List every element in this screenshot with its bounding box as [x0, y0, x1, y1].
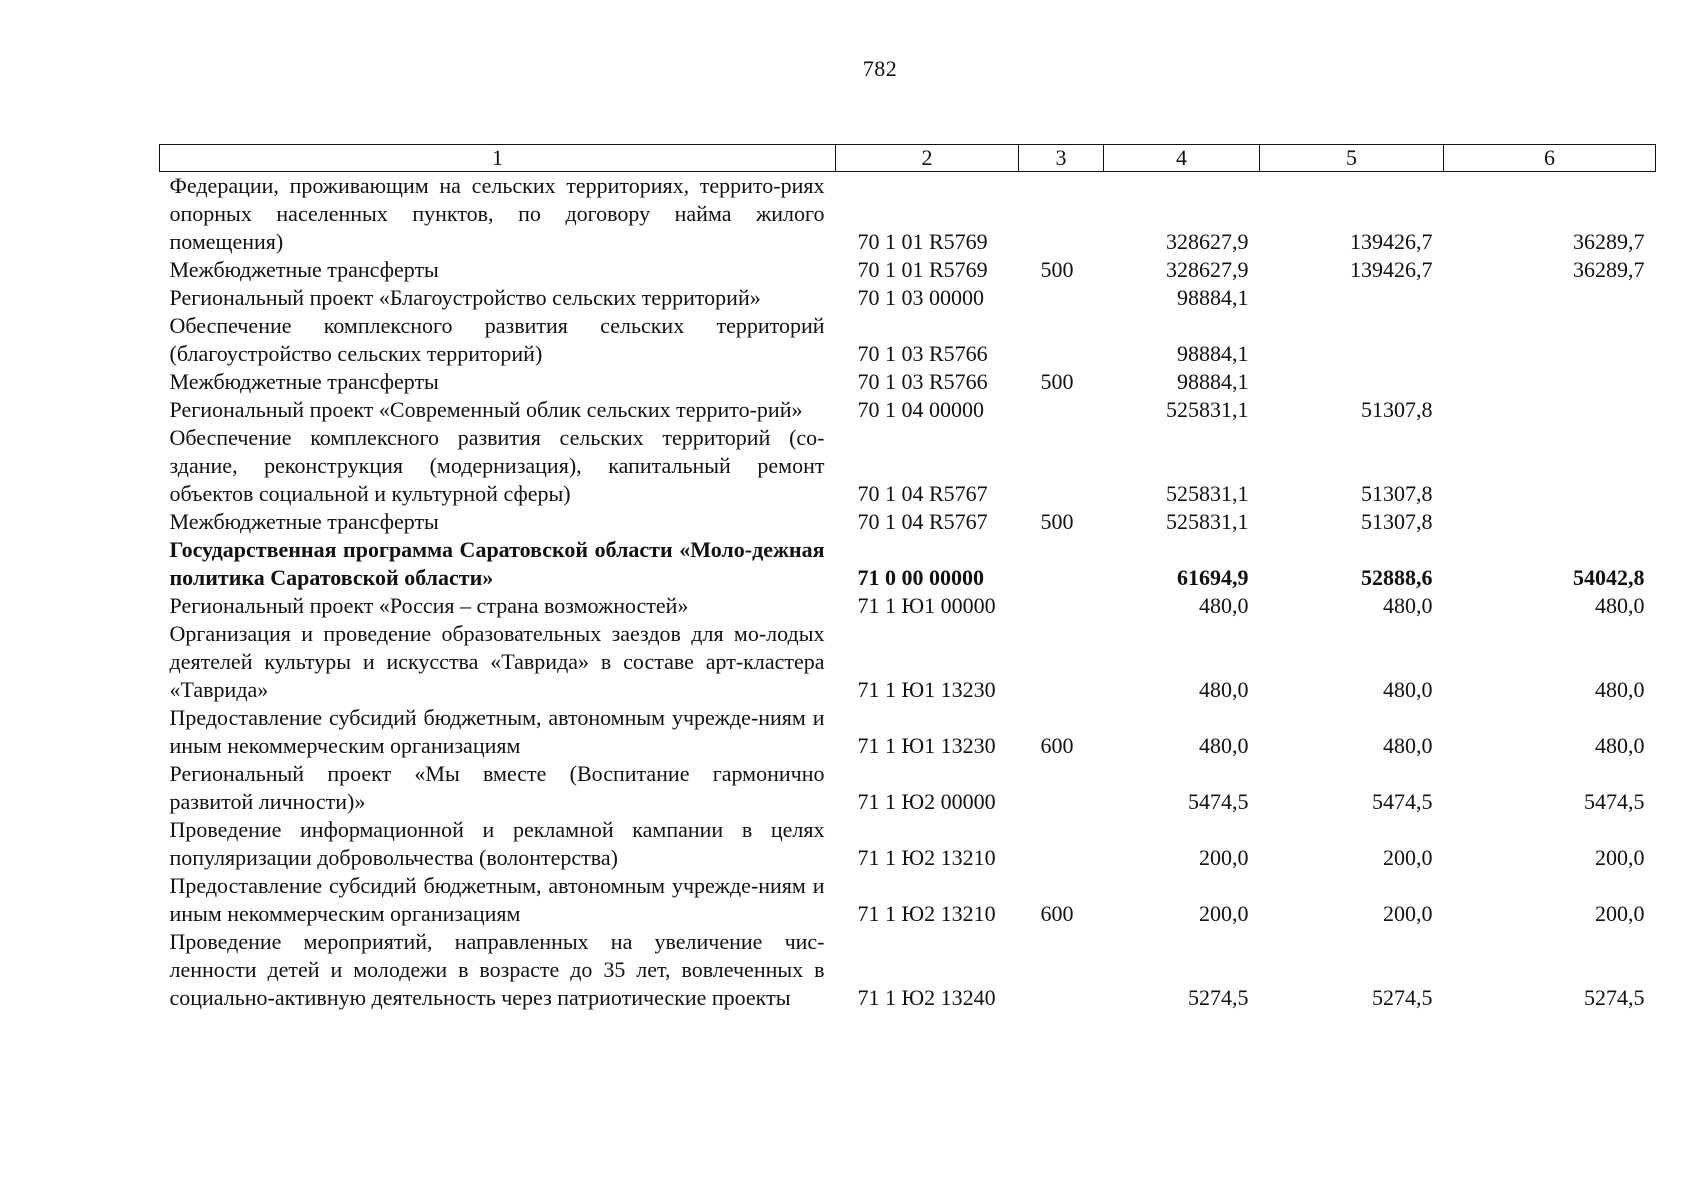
column-header-3: 3: [1019, 145, 1104, 172]
column-header-5: 5: [1260, 145, 1444, 172]
row-name-cell: Обеспечение комплексного развития сельских территорий (со-здание, реконструкция (модернизация), капитальный ремонт объектов социальной и культурной сферы): [169, 425, 825, 506]
table-row: [160, 872, 1656, 928]
table-row: [160, 424, 1656, 508]
row-value-col6-cell: [1444, 284, 1656, 312]
table-row: [160, 816, 1656, 872]
table-row: [160, 592, 1656, 620]
row-value-col5-cell: 200,0: [1383, 901, 1433, 926]
row-value-col5-cell: 5474,5: [1372, 789, 1433, 814]
row-code-cell: 71 1 Ю2 13240: [857, 985, 996, 1010]
table-body: [160, 172, 1656, 1013]
row-expense-type-cell: 600: [1040, 733, 1074, 758]
row-name-cell: Региональный проект «Благоустройство сельских территорий»: [169, 285, 761, 310]
row-code-cell: 71 1 Ю2 13210: [857, 901, 996, 926]
row-name-cell: Федерации, проживающим на сельских территориях, террито-риях опорных населенных пунктов, по договору найма жилого помещения): [169, 173, 825, 254]
row-expense-type-cell: 500: [1040, 257, 1074, 282]
row-value-col4-cell: 328627,9: [1166, 229, 1249, 254]
row-value-col4-cell: 525831,1: [1166, 481, 1249, 506]
table-row: [160, 928, 1656, 1012]
row-value-col5-cell: [1260, 284, 1444, 312]
table-row: [160, 508, 1656, 536]
row-code-cell: 71 1 Ю1 13230: [857, 677, 996, 702]
row-code-cell: 70 1 04 R5767: [857, 481, 988, 506]
row-name-cell: Региональный проект «Россия – страна возможностей»: [169, 593, 689, 618]
row-expense-type-cell: [1019, 592, 1104, 620]
row-value-col4-cell: 98884,1: [1177, 341, 1249, 366]
row-value-col4-cell: 5474,5: [1188, 789, 1249, 814]
row-value-col4-cell: 200,0: [1199, 901, 1249, 926]
table-row: [160, 396, 1656, 424]
row-name-cell: Межбюджетные трансферты: [169, 509, 439, 534]
row-value-col5-cell: 200,0: [1383, 845, 1433, 870]
row-value-col5-cell: 139426,7: [1350, 229, 1433, 254]
row-name-cell: Проведение мероприятий, направленных на увеличение чис-ленности детей и молодежи в возрасте до 35 лет, вовлеченных в социально-активную деятельность через патриотические проекты: [169, 929, 825, 1010]
column-header-4: 4: [1104, 145, 1260, 172]
row-value-col6-cell: [1444, 424, 1656, 508]
row-expense-type-cell: [1019, 816, 1104, 872]
row-value-col6-cell: [1444, 508, 1656, 536]
row-value-col6-cell: 36289,7: [1573, 229, 1645, 254]
column-header-6: 6: [1444, 145, 1656, 172]
row-value-col5-cell: 480,0: [1383, 677, 1433, 702]
row-value-col6-cell: [1444, 396, 1656, 424]
row-name-cell: Межбюджетные трансферты: [169, 257, 439, 282]
table-row: [160, 368, 1656, 396]
row-name-cell: Региональный проект «Современный облик сельских террито-рий»: [169, 397, 803, 422]
row-value-col6-cell: 480,0: [1595, 733, 1645, 758]
column-header-2: 2: [836, 145, 1019, 172]
budget-table: [159, 144, 1656, 1012]
row-value-col5-cell: [1260, 312, 1444, 368]
row-code-cell: 70 1 04 R5767: [857, 509, 988, 534]
row-value-col5-cell: 51307,8: [1361, 509, 1433, 534]
row-value-col5-cell: 52888,6: [1361, 565, 1433, 590]
row-value-col6-cell: 5274,5: [1584, 985, 1645, 1010]
table-row: [160, 536, 1656, 592]
row-value-col6-cell: 36289,7: [1573, 257, 1645, 282]
row-value-col6-cell: [1444, 368, 1656, 396]
row-value-col6-cell: 5474,5: [1584, 789, 1645, 814]
row-code-cell: 70 1 03 R5766: [857, 341, 988, 366]
row-value-col4-cell: 200,0: [1199, 845, 1249, 870]
row-value-col5-cell: 5274,5: [1372, 985, 1433, 1010]
row-value-col5-cell: 139426,7: [1350, 257, 1433, 282]
row-code-cell: 71 1 Ю2 00000: [857, 789, 996, 814]
row-value-col6-cell: 200,0: [1595, 845, 1645, 870]
row-expense-type-cell: 600: [1040, 901, 1074, 926]
row-expense-type-cell: [1019, 284, 1104, 312]
row-name-cell: Предоставление субсидий бюджетным, автономным учрежде-ниям и иным некоммерческим организациям: [169, 705, 825, 758]
table-row: [160, 284, 1656, 312]
row-value-col6-cell: 480,0: [1595, 677, 1645, 702]
column-header-1: 1: [160, 145, 836, 172]
page-number: 782: [862, 56, 898, 81]
row-name-cell: Предоставление субсидий бюджетным, автономным учрежде-ниям и иным некоммерческим организациям: [169, 873, 825, 926]
row-name-cell: Проведение информационной и рекламной кампании в целях популяризации добровольчества (волонтерства): [169, 817, 825, 870]
row-value-col6-cell: 200,0: [1595, 901, 1645, 926]
row-expense-type-cell: [1019, 396, 1104, 424]
row-code-cell: 71 1 Ю1 13230: [857, 733, 996, 758]
row-expense-type-cell: [1019, 620, 1104, 704]
table-row: [160, 172, 1656, 257]
row-value-col5-cell: 51307,8: [1361, 481, 1433, 506]
row-expense-type-cell: 500: [1040, 509, 1074, 534]
row-expense-type-cell: [1019, 928, 1104, 1012]
row-value-col6-cell: 54042,8: [1573, 565, 1645, 590]
row-value-col4-cell: 61694,9: [1177, 565, 1249, 590]
row-value-col4-cell: 98884,1: [1177, 369, 1249, 394]
row-value-col4-cell: 98884,1: [1177, 285, 1249, 310]
table-row: [160, 256, 1656, 284]
row-value-col4-cell: 328627,9: [1166, 257, 1249, 282]
row-value-col5-cell: 480,0: [1383, 733, 1433, 758]
row-value-col4-cell: 480,0: [1199, 593, 1249, 618]
row-code-cell: 70 1 01 R5769: [857, 257, 988, 282]
row-expense-type-cell: [1019, 312, 1104, 368]
row-value-col6-cell: [1444, 312, 1656, 368]
row-value-col4-cell: 5274,5: [1188, 985, 1249, 1010]
row-value-col4-cell: 525831,1: [1166, 397, 1249, 422]
row-expense-type-cell: [1019, 536, 1104, 592]
row-value-col4-cell: 480,0: [1199, 733, 1249, 758]
table-row: [160, 760, 1656, 816]
row-name-cell: Региональный проект «Мы вместе (Воспитание гармонично развитой личности)»: [169, 761, 825, 814]
row-code-cell: 70 1 03 R5766: [857, 369, 988, 394]
table-row: [160, 312, 1656, 368]
row-expense-type-cell: [1019, 424, 1104, 508]
row-expense-type-cell: 500: [1040, 369, 1074, 394]
row-name-cell: Государственная программа Саратовской области «Моло-дежная политика Саратовской области»: [169, 537, 825, 590]
row-code-cell: 70 1 04 00000: [857, 397, 984, 422]
row-value-col5-cell: [1260, 368, 1444, 396]
table-row: [160, 620, 1656, 704]
row-code-cell: 71 0 00 00000: [857, 565, 984, 590]
row-value-col4-cell: 480,0: [1199, 677, 1249, 702]
row-value-col6-cell: 480,0: [1595, 593, 1645, 618]
row-name-cell: Обеспечение комплексного развития сельских территорий (благоустройство сельских территорий): [169, 313, 825, 366]
row-code-cell: 71 1 Ю1 00000: [857, 593, 996, 618]
row-code-cell: 71 1 Ю2 13210: [857, 845, 996, 870]
row-expense-type-cell: [1019, 760, 1104, 816]
row-value-col4-cell: 525831,1: [1166, 509, 1249, 534]
row-code-cell: 70 1 01 R5769: [857, 229, 988, 254]
table-row: [160, 704, 1656, 760]
row-expense-type-cell: [1019, 172, 1104, 257]
row-value-col5-cell: 51307,8: [1361, 397, 1433, 422]
column-number-header-row: [160, 145, 1656, 172]
row-name-cell: Организация и проведение образовательных заездов для мо-лодых деятелей культуры и искусства «Таврида» в составе арт-кластера «Таврида»: [169, 621, 825, 702]
row-code-cell: 70 1 03 00000: [857, 285, 984, 310]
row-value-col5-cell: 480,0: [1383, 593, 1433, 618]
row-name-cell: Межбюджетные трансферты: [169, 369, 439, 394]
